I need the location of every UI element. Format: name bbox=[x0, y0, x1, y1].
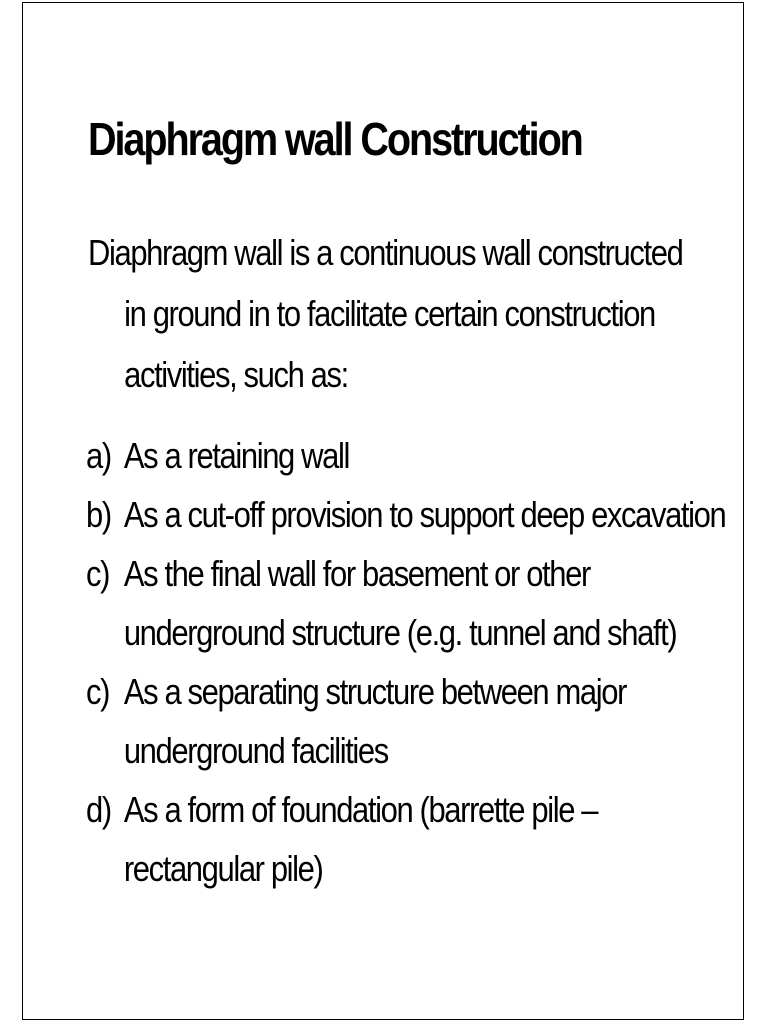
list-marker: a) bbox=[86, 435, 111, 476]
uses-list bbox=[86, 426, 725, 898]
list-item-text: underground structure (e.g. tunnel and shaft) bbox=[123, 612, 677, 653]
intro-paragraph bbox=[88, 222, 690, 405]
list-item-text: As a cut-off provision to support deep excavation bbox=[123, 494, 726, 535]
list-item-text: As a form of foundation (barrette pile – bbox=[123, 789, 598, 830]
list-marker: b) bbox=[86, 494, 111, 535]
list-marker: c) bbox=[86, 671, 110, 712]
list-item-text: As a retaining wall bbox=[123, 435, 349, 476]
list-marker: d) bbox=[86, 789, 111, 830]
list-item-c2 bbox=[86, 662, 725, 780]
list-item-text: rectangular pile) bbox=[123, 848, 323, 889]
intro-line: in ground in to facilitate certain construction bbox=[124, 293, 655, 334]
intro-line: Diaphragm wall is a continuous wall constructed bbox=[88, 232, 683, 273]
list-item-text: As a separating structure between major bbox=[123, 671, 627, 712]
intro-line: activities, such as: bbox=[124, 354, 348, 395]
list-item-text: As the final wall for basement or other bbox=[123, 553, 590, 594]
list-item-a bbox=[86, 426, 725, 485]
slide-title: Diaphragm wall Construction bbox=[88, 113, 582, 165]
list-item-text: underground facilities bbox=[123, 730, 388, 771]
list-item-d bbox=[86, 780, 725, 898]
list-marker: c) bbox=[86, 553, 110, 594]
list-item-b bbox=[86, 485, 725, 544]
list-item-c1 bbox=[86, 544, 725, 662]
